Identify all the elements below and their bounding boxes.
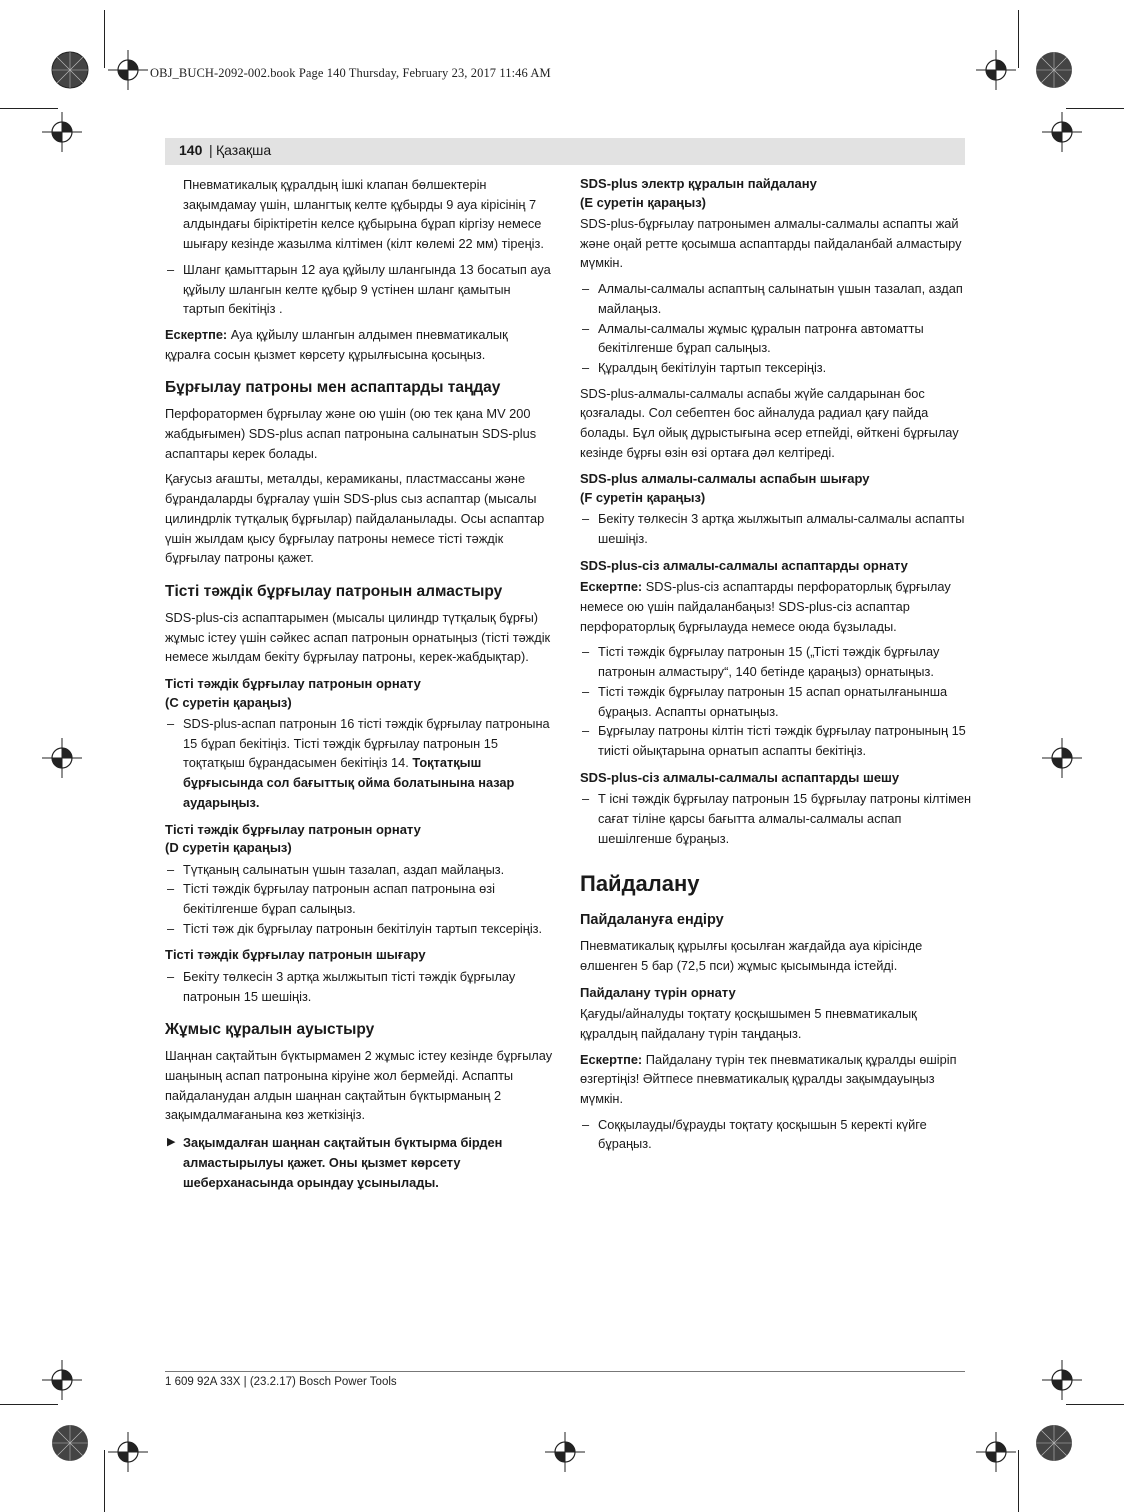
right-column [580,175,972,1160]
list-item: – Бекіту төлкесін 3 артқа жылжытып тісті тәждік бұрғылау патронын 15 шешіңіз. [167,968,516,1004]
page-footer: 1 609 92A 33X | (23.2.17) Bosch Power Tools [165,1376,397,1388]
subsection-heading: Тісті тәждік бұрғылау патронын шығару [165,947,426,963]
crop-line [1066,1404,1124,1405]
registration-disc-icon [1034,50,1074,90]
list-item: – Түтқаның салынатын үшын тазалап, аздап майлаңыз. [167,861,505,877]
warning-item: ▶ Зақымдалған шаңнан сақтайтын бүктырма бірден алмастырылуы қажет. Оны қызмет көрсету шеберханасында орындау ұсынылады. [167,1135,503,1190]
crosshair-icon [108,1432,148,1472]
crosshair-icon [42,738,82,778]
header-separator: | [209,142,213,158]
paragraph: SDS-plus-алмалы-салмалы аспабы жүйе салдарынан бос қозғалады. Сол себептен бос айналуда радиал қағу пайда болады. Бұл ойық дұрыстығына әсер етпейді, өйткені бұрғылау кезінде бұрғы өзін өзі ортаға дәл келтіреді. [580,385,959,460]
section-heading: Пайдалануға ендіру [580,912,724,929]
subsection-heading: SDS-plus-сіз алмалы-салмалы аспаптарды орнату [580,557,908,573]
crop-line [104,1450,105,1512]
list-item: – Тісті тәж дік бұрғылау патронын бекітілуін тартып тексеріңіз. [167,920,543,936]
subsection-heading: SDS-plus-сіз алмалы-салмалы аспаптарды шешу [580,769,900,785]
subsection-heading: Тісті тәждік бұрғылау патронын орнату (С суретін қараңыз) [165,676,421,710]
crosshair-icon [42,112,82,152]
subsection-heading: Тісті тәждік бұрғылау патронын орнату (D суретін қараңыз) [165,821,421,856]
subsection-heading: SDS-plus электр құралын пайдалану (E суретін қараңыз) [580,176,817,210]
crop-line [1018,10,1019,68]
crosshair-icon [1042,738,1082,778]
crop-line [1018,1450,1019,1512]
paragraph: SDS-plus-бұрғылау патронымен алмалы-салмалы аспапты жай және оңай ретте қосымша аспаптарды пайдаланбай алмастыру мүмкін. [580,216,962,271]
paragraph: Шаңнан сақтайтын бүктырмамен 2 жұмыс істеу кезінде бұрғылау шаңының аспап патронына кіруіне жол бермейді. Аспапты пайдаланудан алдын шаңнан сақтайтын бүктырманың 2 зақымдалмағанына көз жеткізіңіз. [165,1048,553,1123]
paragraph: Пневматикалық құралдың ішкі клапан бөлшектерін зақымдамау үшін, шлангтық келте құбырды 9 ауа кірісінің 7 алдындағы біріктіретін келсе құбырына бұрап кіргізу немесе шығару кезінде жазылма кілтімен (кілт көлемі 22 мм) тіреңіз. [183,177,544,252]
page-number: 140 [179,142,203,158]
left-column [165,175,553,1192]
registration-disc-icon [50,50,90,90]
list-item: – Алмалы-салмалы аспаптың салынатын үшын тазалап, аздап майлаңыз. [582,281,963,316]
list-item: – Шланг қамыттарын 12 ауа құйылу шлангында 13 босатып ауа құйылу шлангын келте құбыр 9 үстінен шланг қамытын тартып бекітіңіз . [167,261,551,317]
subsection-heading: Пайдалану түрін орнату [580,984,736,1000]
section-heading: Бұрғылау патроны мен аспаптарды таңдау [165,379,501,397]
crop-line [104,10,105,68]
header-language: Қазақша [216,142,272,158]
list-item: – Алмалы-салмалы жұмыс құралын патронға автоматты бекітілгенше бұрап салыңыз. [582,320,924,356]
note: Ескертпе: Пайдалану түрін тек пневматикалық құралды өшіріп өзгертіңіз! Әйтпесе пневматикалық құралды зақымдауыңыз мүмкін. [580,1051,957,1106]
registration-disc-icon [50,1423,90,1463]
print-slug: OBJ_BUCH-2092-002.book Page 140 Thursday, February 23, 2017 11:46 AM [150,66,551,80]
page-header [165,138,965,165]
paragraph: Қағуды/айналуды тоқтату қосқышымен 5 пневматикалық құралдың пайдалану түрін таңдаңыз. [580,1006,917,1041]
section-heading: Тісті тәждік бұрғылау патронын алмастыру [165,582,503,600]
paragraph: Перфоратормен бұрғылау және ою үшін (ою тек қана MV 200 жабдығымен) SDS-plus аспап патронына салынатын SDS-plus аспаптары керек болады. [165,406,537,461]
crosshair-icon [1042,112,1082,152]
note: Ескертпе: Ауа құйылу шлангын алдымен пневматикалық құралға сосын қызмет көрсету құрылғысына қосыңыз. [165,326,508,362]
crosshair-icon [42,1360,82,1400]
paragraph: Пневматикалық құрылғы қосылған жағдайда ауа кірісінде өлшенген 5 бар (72,5 пси) жұмыс қысымында істейді. [580,938,923,973]
list-item: – Бекіту төлкесін 3 артқа жылжытып алмалы-салмалы аспапты шешіңіз. [582,511,965,547]
paragraph: SDS-plus-сіз аспаптарымен (мысалы цилиндр түтқалық бұрғы) жұмыс істеу үшін сәйкес аспап патронын орнатыңыз (тісті тәждік немесе жылдам бекіту бұрғылау патроны, керек-жабдықтар). [165,609,551,665]
footer-rule [165,1371,965,1372]
list-item: – Тісті тәждік бұрғылау патронын аспап патронына өзі бекітілгенше бұрап салыңыз. [167,881,495,916]
crop-line [1066,108,1124,109]
note-label: Ескертпе: [165,326,228,342]
crosshair-icon [108,50,148,90]
crop-line [0,1404,58,1405]
list-item: – SDS-plus-аспап патронын 16 тісті тәждік бұрғылау патронына 15 бұрап бекітіңіз. Тісті тәждік бұрғылау патронын 15 тоқтатқыш бұрандасымен бекітіңіз 14. Тоқтатқыш бұрғысында сол бағыттық ойма болатынына назар аударыңыз. [167,716,550,810]
crosshair-icon [545,1432,585,1472]
crosshair-icon [1042,1360,1082,1400]
subsection-heading: SDS-plus алмалы-салмалы аспабын шығару (F суретін қараңыз) [580,471,870,505]
list-item: – Бұрғылау патроны кілтін тісті тәждік бұрғылау патронының 15 тиісті ойықтарына орнатып аспапты бекітіңіз. [582,723,966,758]
crop-line [0,108,58,109]
crosshair-icon [976,50,1016,90]
note-label: Ескертпе: [580,579,643,595]
registration-disc-icon [1034,1423,1074,1463]
list-item: – Тісті тәждік бұрғылау патронын 15 аспап орнатылғанынша бұраңыз. Аспапты орнатыңыз. [582,683,948,719]
note: Ескертпе: SDS-plus-сіз аспаптарды перфораторлық бұрғылау немесе ою үшін пайдаланбаңыз! SDS-plus-сіз аспаптар перфораторлық бұрғылауда немесе оюда бұзылады. [580,579,951,634]
list-item: – Тісті тәждік бұрғылау патронын 15 („Тісті тәждік бұрғылау патронын алмастыру“, 140 бетінде қараңыз) орнатыңыз. [582,644,940,680]
note-label: Ескертпе: [580,1051,643,1067]
section-heading: Жұмыс құралын ауыстыру [165,1021,375,1039]
crosshair-icon [976,1432,1016,1472]
list-item: – Құралдың бекітілуін тартып тексеріңіз. [582,359,827,375]
list-item: – Соққылауды/бұрауды тоқтату қосқышын 5 керекті күйге бұраңыз. [582,1116,927,1152]
warning-arrow-icon: ▶ [167,1136,176,1149]
list-item: – Т існі тәждік бұрғылау патронын 15 бұрғылау патроны кілтімен сағат тіліне қарсы бағытта алмалы-салмалы аспап шешілгенше бұраңыз. [582,791,972,846]
paragraph: Қағусыз ағашты, металды, керамиканы, пластмассаны және бұрандаларды бұрғалау үшін SDS-plus сыз аспаптар (мысалы цилиндрлік түтқалық бұрғылар) пайдаланылады. Осы аспаптар үшін жылдам қысу бұрғылау патроны немесе тісті тәждік бұрғылау патроны қажет. [165,471,545,566]
chapter-heading: Пайдалану [580,871,700,897]
